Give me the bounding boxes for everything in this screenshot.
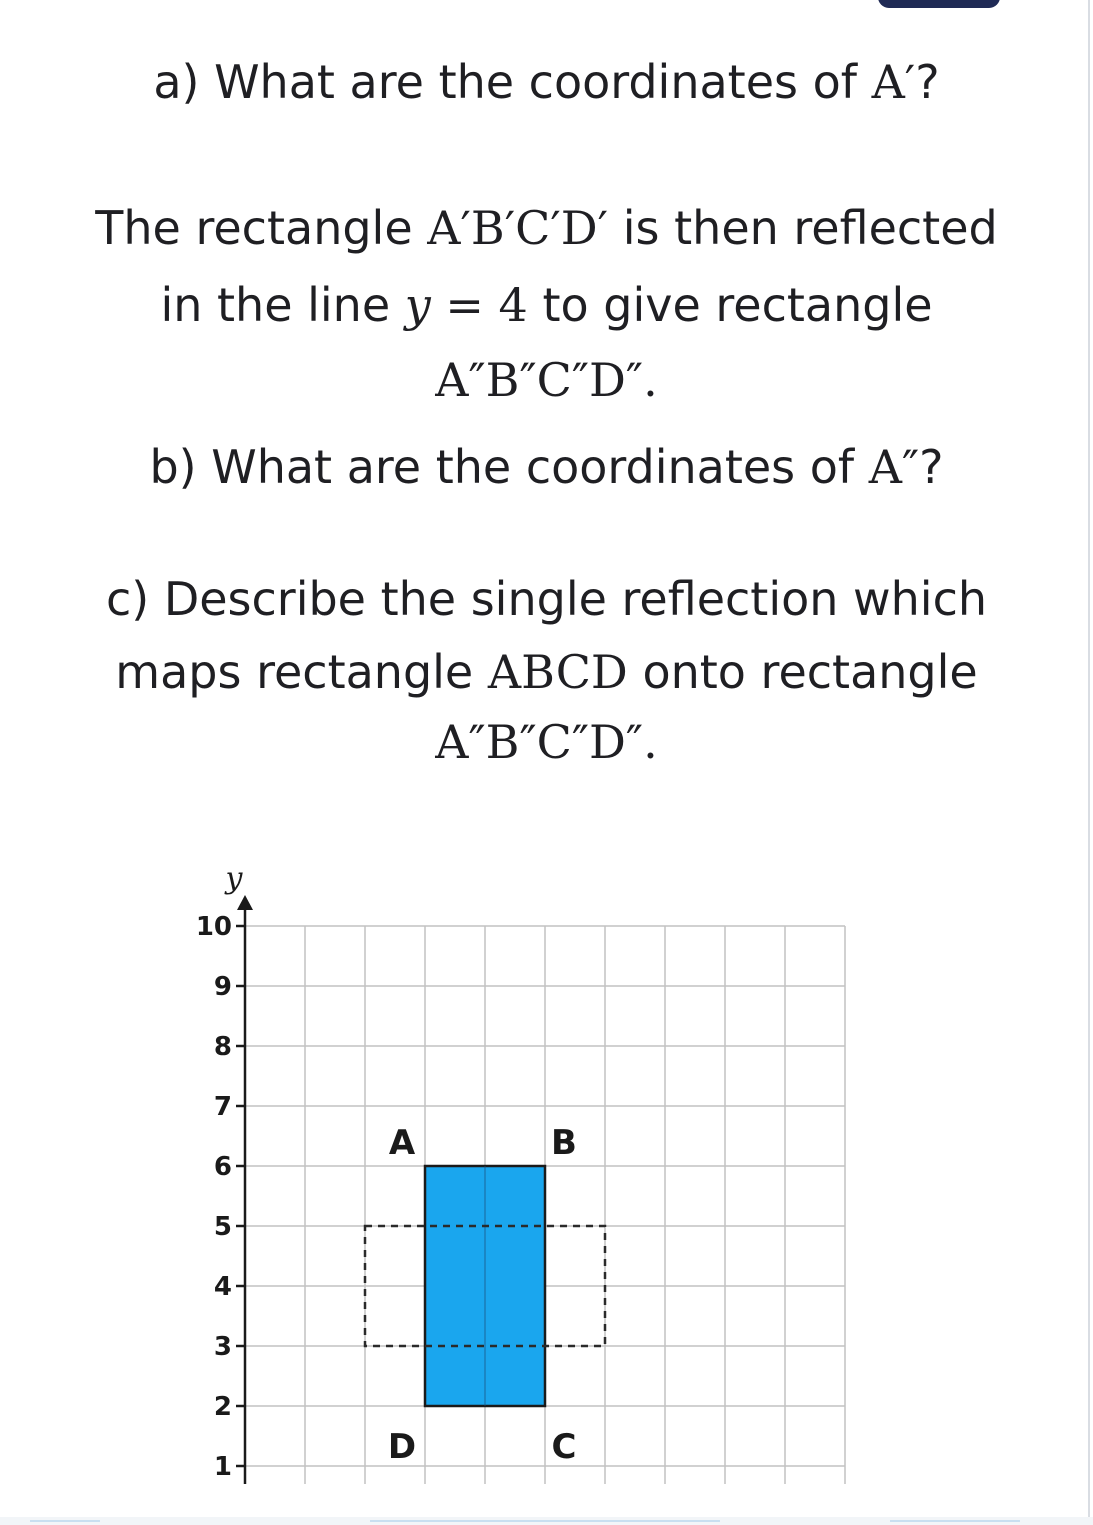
math-a-double-prime: A″: [868, 440, 920, 494]
y-tick-label: 1: [213, 1452, 232, 1482]
math-a-prime: A′: [871, 55, 916, 109]
math-rect-double-prime: A″B″C″D″: [435, 353, 644, 407]
question-b: b) What are the coordinates of A″?: [149, 440, 944, 494]
corner-label-a: A: [388, 1123, 416, 1163]
statement-line-2: in the line y = 4 to give rectangle: [160, 278, 933, 332]
math-rect-double-prime-c: A″B″C″D″: [435, 715, 644, 769]
y-tick-label: 9: [213, 972, 232, 1002]
statement-line-1: The rectangle A′B′C′D′ is then reflected: [95, 201, 998, 255]
question-c-line-1: c) Describe the single reflection which: [105, 572, 988, 626]
y-tick-label: 6: [213, 1152, 232, 1182]
math-equals-4: = 4: [430, 278, 528, 332]
math-rect-prime: A′B′C′D′: [427, 201, 609, 255]
corner-label-b: B: [551, 1123, 577, 1163]
statement-line-3: A″B″C″D″.: [435, 353, 658, 407]
y-tick-label: 10: [195, 912, 232, 942]
y-tick-label: 4: [213, 1272, 232, 1302]
y-tick-label: 7: [213, 1092, 232, 1122]
corner-label-c: C: [551, 1427, 577, 1467]
y-tick-label: 2: [213, 1392, 232, 1422]
math-abcd: ABCD: [487, 645, 628, 699]
y-tick-label: 5: [213, 1212, 232, 1242]
y-axis-arrow-icon: [237, 895, 253, 910]
y-tick-label: 8: [213, 1032, 232, 1062]
y-tick-label: 3: [213, 1332, 232, 1362]
corner-label-d: D: [387, 1427, 417, 1467]
question-a: a) What are the coordinates of A′?: [153, 55, 940, 109]
y-axis-label: y: [225, 861, 243, 896]
question-c-line-3: A″B″C″D″.: [435, 715, 658, 769]
question-c-line-2: maps rectangle ABCD onto rectangle: [115, 645, 978, 699]
math-var-y: y: [404, 278, 431, 332]
